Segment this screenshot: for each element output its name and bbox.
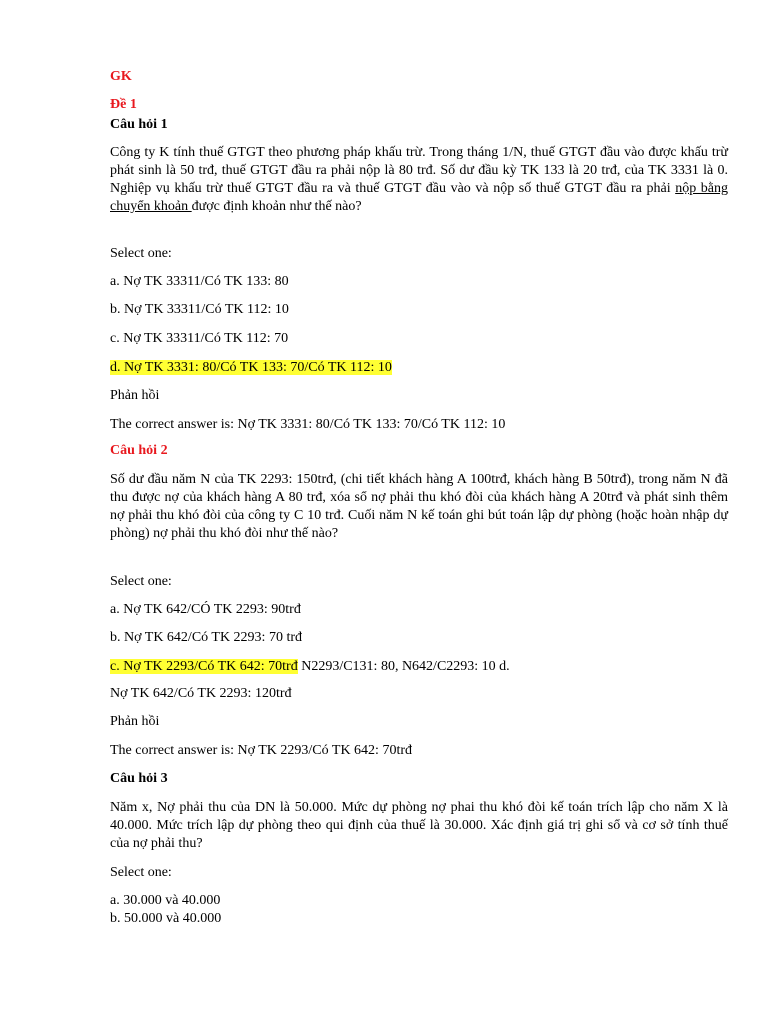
question-1-text	[110, 144, 728, 216]
question-2-option-d[interactable]: Nợ TK 642/Có TK 2293: 120trđ	[110, 686, 292, 701]
document-title: GK	[110, 69, 132, 84]
question-3-option-b[interactable]: b. 50.000 và 40.000	[110, 911, 222, 926]
question-3-text: Năm x, Nợ phải thu của DN là 50.000. Mức dự phòng nợ phai thu khó đòi kế toán trích lập cho năm X là 40.000. Mức trích lập dự phòng theo qui định của thuế là 30.000. Xác định giá trị ghi sổ và cơ sở tính thuế của nợ phải thu?	[110, 800, 728, 851]
question-2-select-label: Select one:	[110, 574, 172, 589]
exam-label: Đề 1	[110, 97, 137, 112]
question-1-text-before: Công ty K tính thuế GTGT theo phương pháp khấu trừ. Trong tháng 1/N, thuế GTGT đầu vào được khấu trừ phát sinh là 50 trđ, thuế GTGT đầu ra phải nộp là 80 trđ. Số dư đầu kỳ TK 133 là 20 trđ, của TK 3331 là 0. Nghiệp vụ khấu trừ thuế GTGT đầu ra và thuế GTGT đầu vào và nộp số thuế GTGT đầu ra phải	[110, 145, 728, 196]
question-1-option-d[interactable]: d. Nợ TK 3331: 80/Có TK 133: 70/Có TK 112: 10	[110, 360, 392, 375]
question-2-text: Số dư đầu năm N của TK 2293: 150trđ, (chi tiết khách hàng A 100trđ, khách hàng B 50trđ), trong năm N đã thu được nợ của khách hàng A 80 trđ, xóa sổ nợ phải thu khó đòi của khách hàng A 20trđ và phát sinh thêm nợ phải thu khó đòi của công ty C 10 trđ. Cuối năm N kế toán ghi bút toán lập dự phòng (hoặc hoàn nhập dự phòng) nợ phải thu khó đòi như thế nào?	[110, 472, 728, 541]
question-3-select-label: Select one:	[110, 865, 172, 880]
question-1-option-b[interactable]: b. Nợ TK 33311/Có TK 112: 10	[110, 302, 289, 317]
question-3-option-a[interactable]: a. 30.000 và 40.000	[110, 893, 221, 908]
question-1-option-d-row	[110, 359, 392, 377]
question-1-select-label: Select one:	[110, 246, 172, 261]
question-1-text-after: được định khoản như thế nào?	[191, 199, 362, 214]
question-1-correct-answer: The correct answer is: Nợ TK 3331: 80/Có TK 133: 70/Có TK 112: 10	[110, 417, 506, 432]
question-2-option-a[interactable]: a. Nợ TK 642/CÓ TK 2293: 90trđ	[110, 602, 301, 617]
question-2-feedback-label: Phản hồi	[110, 714, 160, 729]
question-1-option-c[interactable]: c. Nợ TK 33311/Có TK 112: 70	[110, 331, 289, 346]
question-1-text-underlined: nộp bằng chuyển khoản	[110, 181, 728, 214]
question-2-option-c[interactable]: c. Nợ TK 2293/Có TK 642: 70trđ	[110, 659, 298, 674]
question-3-label: Câu hỏi 3	[110, 771, 168, 786]
question-1-option-a[interactable]: a. Nợ TK 33311/Có TK 133: 80	[110, 274, 289, 289]
question-2-correct-answer: The correct answer is: Nợ TK 2293/Có TK 642: 70trđ	[110, 743, 412, 758]
question-2-option-c-note: N2293/C131: 80, N642/C2293: 10 d.	[297, 659, 510, 674]
question-1-label: Câu hỏi 1	[110, 117, 168, 132]
question-2-option-c-row	[110, 658, 510, 676]
question-2-option-b[interactable]: b. Nợ TK 642/Có TK 2293: 70 trđ	[110, 630, 303, 645]
question-2-label: Câu hỏi 2	[110, 443, 168, 458]
question-1-feedback-label: Phản hồi	[110, 388, 160, 403]
